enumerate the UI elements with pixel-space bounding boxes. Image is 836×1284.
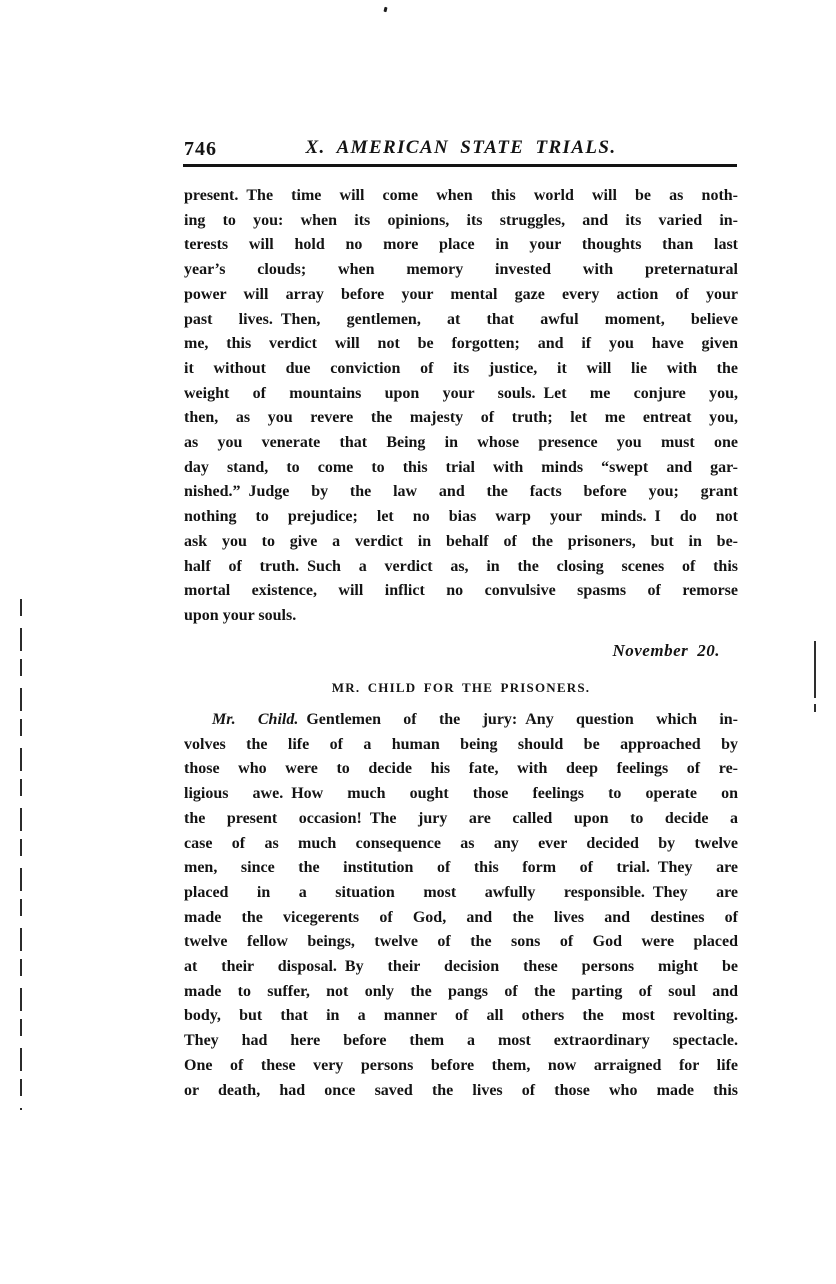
text-line: it without due conviction of its justice, it will lie with the: [184, 359, 738, 377]
text-line: the present occasion! The jury are called upon to decide a: [184, 809, 738, 827]
paragraph-2-first-line: [184, 708, 738, 733]
text-line: weight of mountains upon your souls. Let me conjure you,: [184, 384, 738, 402]
scan-right-margin-dash-artifact: [814, 704, 816, 712]
paragraph-2-lines: [184, 733, 738, 1104]
text-line: present. The time will come when this world will be as noth-: [184, 187, 738, 204]
text-line: day stand, to come to this trial with minds “swept and gar-: [184, 458, 738, 476]
text-line: past lives. Then, gentlemen, at that awful moment, believe: [184, 310, 738, 328]
text-line: made to suffer, not only the pangs of the parting of soul and: [184, 982, 738, 1000]
text-line: at their disposal. By their decision these persons might be: [184, 958, 738, 976]
text-line: men, since the institution of this form of trial. They are: [184, 859, 738, 877]
scan-right-margin-line-artifact: [814, 641, 816, 698]
section-heading: MR. CHILD FOR THE PRISONERS.: [331, 680, 591, 695]
text-line: me, this verdict will not be forgotten; and if you have given: [184, 335, 738, 353]
text-line: case of as much consequence as any ever decided by twelve: [184, 834, 738, 852]
scan-gutter-line-artifact: [20, 599, 22, 1110]
paragraph-2-first-line-text: Gentlemen of the jury: Any question which in-: [298, 711, 738, 728]
text-line: or death, had once saved the lives of those who made this: [184, 1081, 738, 1099]
text-line: power will array before your mental gaze every action of your: [184, 285, 738, 303]
running-title: X. AMERICAN STATE TRIALS.: [305, 137, 617, 158]
text-line: upon your souls.: [184, 606, 297, 624]
text-line: ask you to give a verdict in behalf of the prisoners, but in be-: [184, 532, 738, 550]
text-line: placed in a situation most awfully responsible. They are: [184, 883, 738, 901]
text-line: then, as you revere the majesty of truth; let me entreat you,: [184, 409, 738, 427]
text-line: body, but that in a manner of all others the most revolting.: [184, 1007, 738, 1025]
text-line: ing to you: when its opinions, its struggles, and its varied in-: [184, 211, 738, 229]
text-line: year’s clouds; when memory invested with preternatural: [184, 261, 738, 279]
text-line: They had here before them a most extraordinary spectacle.: [184, 1032, 738, 1050]
text-line: twelve fellow beings, twelve of the sons of God were placed: [184, 933, 738, 951]
page-number: 746: [184, 138, 217, 160]
text-line: those who were to decide his fate, with deep feelings of re-: [184, 760, 738, 778]
text-line: nothing to prejudice; let no bias warp your minds. I do not: [184, 508, 738, 526]
text-line: ligious awe. How much ought those feelings to operate on: [184, 785, 738, 803]
paragraph-1: [184, 184, 738, 629]
text-line: volves the life of a human being should be approached by: [184, 735, 738, 753]
text-line: as you venerate that Being in whose presence you must one: [184, 434, 738, 452]
speaker-name: Mr. Child.: [212, 711, 299, 728]
paragraph-2: [184, 708, 738, 1103]
text-line: One of these very persons before them, now arraigned for life: [184, 1056, 738, 1074]
text-line: mortal existence, will inflict no convulsive spasms of remorse: [184, 582, 738, 600]
page-header: [184, 136, 738, 162]
text-line: terests will hold no more place in your thoughts than last: [184, 236, 738, 254]
scan-speck-artifact: [383, 7, 387, 13]
header-rule: [183, 164, 737, 167]
text-line: nished.” Judge by the law and the facts before you; grant: [184, 483, 738, 501]
text-line: made the vicegerents of God, and the lives and destines of: [184, 908, 738, 926]
text-line: half of truth. Such a verdict as, in the closing scenes of this: [184, 557, 738, 575]
date-line: November 20.: [612, 641, 720, 660]
